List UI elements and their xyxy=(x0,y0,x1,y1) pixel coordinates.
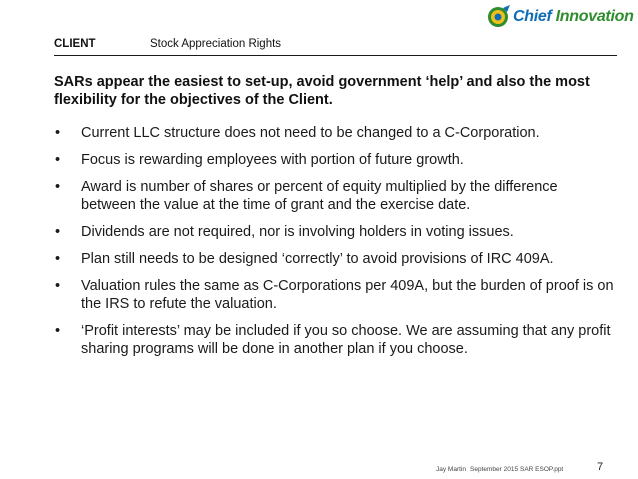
footer-date: September 2015 xyxy=(470,466,519,473)
bullet-text: Focus is rewarding employees with portion of future growth. xyxy=(81,152,464,168)
bullet-item xyxy=(54,277,614,313)
bullet-dot-icon: • xyxy=(55,278,61,294)
slide-headline: SARs appear the easiest to set-up, avoid government ‘help’ and also the most flexibility for the objectives of the Client. xyxy=(54,74,590,108)
lightbulb-icon xyxy=(486,4,512,30)
bullet-item xyxy=(54,178,614,214)
bullet-item xyxy=(54,322,614,358)
page-number: 7 xyxy=(597,461,604,473)
footer-filename: SAR ESOP.ppt xyxy=(520,466,564,473)
bullet-dot-icon: • xyxy=(55,323,61,339)
bullet-dot-icon: • xyxy=(55,125,61,141)
bullet-item xyxy=(54,124,614,142)
company-logo xyxy=(486,2,636,32)
logo-text xyxy=(513,8,634,26)
bullet-text: Award is number of shares or percent of equity multiplied by the difference between the value at the time of grant and the exercise date. xyxy=(81,179,558,213)
bullet-dot-icon: • xyxy=(55,251,61,267)
bullet-text: Dividends are not required, nor is involving holders in voting issues. xyxy=(81,224,514,240)
bullet-item xyxy=(54,250,614,268)
bullet-dot-icon: • xyxy=(55,179,61,195)
bullet-item xyxy=(54,151,614,169)
bullet-text: Valuation rules the same as C-Corporations per 409A, but the burden of proof is on the IRS to refute the valuation. xyxy=(81,278,614,312)
header-client-label: CLIENT xyxy=(54,38,96,50)
bullet-dot-icon: • xyxy=(55,152,61,168)
bullet-text: Plan still needs to be designed ‘correctly’ to avoid provisions of IRC 409A. xyxy=(81,251,554,267)
bullet-dot-icon: • xyxy=(55,224,61,240)
header-subject: Stock Appreciation Rights xyxy=(150,38,282,50)
bullet-list xyxy=(54,124,614,367)
bullet-item xyxy=(54,223,614,241)
logo-name-part1: Chief xyxy=(513,8,556,25)
header-divider xyxy=(54,55,617,56)
logo-name-part2: Innovation xyxy=(555,8,634,25)
footer-author: Jay Martin xyxy=(436,466,466,473)
bullet-text: Current LLC structure does not need to be changed to a C-Corporation. xyxy=(81,125,540,141)
bullet-text: ‘Profit interests’ may be included if you so choose. We are assuming that any profit sharing programs will be done in another plan if you choose. xyxy=(81,323,611,357)
